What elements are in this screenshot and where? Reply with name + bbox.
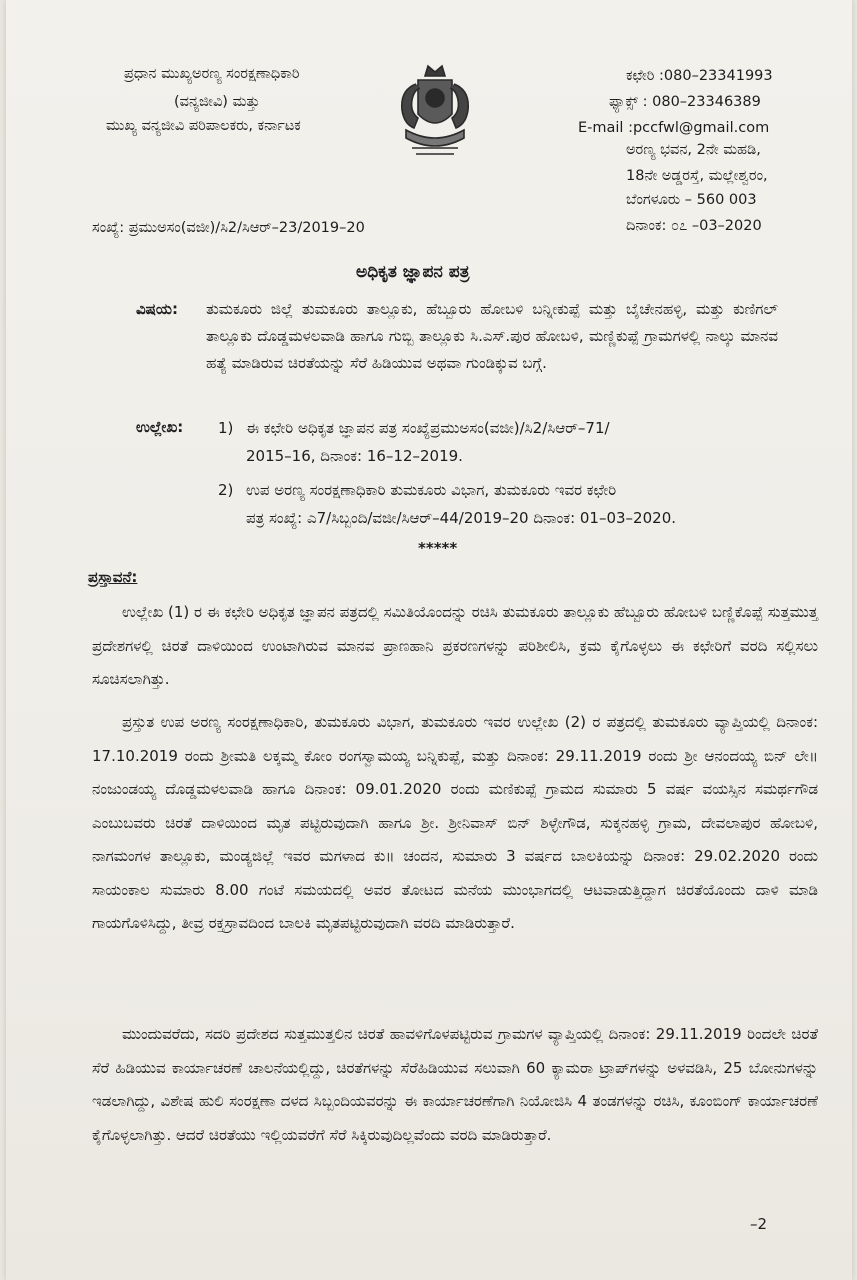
reference-number: ಸಂಖ್ಯೆ: ಪ್ರಮುಅಸಂ(ವಜೀ)/ಸಿ2/ಸಿಆರ್–23/2019–20 [92, 220, 365, 236]
header-left-line2: (ವನ್ಯಜೀವಿ) ಮತ್ತು [174, 94, 260, 110]
reference-2-line1: ಉಪ ಅರಣ್ಯ ಸಂರಕ್ಷಣಾಧಿಕಾರಿ ತುಮಕೂರು ವಿಭಾಗ, ತುಮಕೂರು ಇವರ ಕಛೇರಿ [246, 481, 617, 499]
header-left-line1: ಪ್ರಧಾನ ಮುಖ್ಯಅರಣ್ಯ ಸಂರಕ್ಷಣಾಧಿಕಾರಿ [124, 66, 300, 82]
reference-1-line2: 2015–16, ದಿನಾಂಕ: 16–12–2019. [246, 447, 463, 465]
fax-number: ಫ್ಯಾಕ್ಸ್ : 080–23346389 [609, 94, 761, 110]
references-label: ಉಲ್ಲೇಖ: [136, 418, 184, 436]
document-date: ದಿನಾಂಕ: ೦೭ –03–2020 [626, 218, 762, 234]
address-line1: ಅರಣ್ಯ ಭವನ, 2ನೇ ಮಹಡಿ, [626, 142, 761, 158]
reference-2-line2: ಪತ್ರ ಸಂಖ್ಯೆ: ಎ7/ಸಿಬ್ಬಂದಿ/ವಜೀ/ಸಿಆರ್–44/2019–20 ದಿನಾಂಕ: 01–03–2020. [246, 509, 677, 527]
subject-label: ವಿಷಯ: [136, 300, 178, 318]
paragraph-2 [92, 706, 818, 941]
paragraph-1 [92, 596, 818, 697]
address-line3: ಬೆಂಗಳೂರು – 560 003 [626, 192, 757, 208]
reference-1-line1: ಈ ಕಛೇರಿ ಅಧಿಕೃತ ಜ್ಞಾಪನ ಪತ್ರ ಸಂಖ್ಯೆಪ್ರಮುಅಸಂ(ವಜೀ)/ಸಿ2/ಸಿಆರ್–71/ [246, 419, 610, 437]
separator-stars: ***** [418, 539, 458, 557]
email-address: E-mail :pccfwl@gmail.com [578, 120, 770, 136]
paragraph-2-text: ಪ್ರಸ್ತುತ ಉಪ ಅರಣ್ಯ ಸಂರಕ್ಷಣಾಧಿಕಾರಿ, ತುಮಕೂರು ವಿಭಾಗ, ತುಮಕೂರು ಇವರ ಉಲ್ಲೇಖ (2) ರ ಪತ್ರದಲ್ಲಿ ತುಮಕೂರು ವ್ಯಾಪ್ತಿಯಲ್ಲಿ ದಿನಾಂಕ: 17.10.2019 ರಂದು ಶ್ರೀಮತಿ ಲಕ್ಕಮ್ಮ ಕೋಂ ರಂಗಸ್ವಾಮಯ್ಯ ಬನ್ನಿಕುಪ್ಪೆ, ಮತ್ತು ದಿನಾಂಕ: 29.11.2019 ರಂದು ಶ್ರೀ ಆನಂದಯ್ಯ ಬಿನ್ ಲೇ॥ ನಂಜುಂಡಯ್ಯ ದೊಡ್ಡಮಳಲವಾಡಿ ಹಾಗೂ ದಿನಾಂಕ: 09.01.2020 ರಂದು ಮಣಿಕುಪ್ಪೆ ಗ್ರಾಮದ ಸುಮಾರು 5 ವರ್ಷ ವಯಸ್ಸಿನ ಸಮರ್ಥಗೌಡ ಎಂಬುಬವರು ಚಿರತೆ ದಾಳಿಯಿಂದ ಮೃತ ಪಟ್ಟಿರುವುದಾಗಿ ಹಾಗೂ ಶ್ರೀ. ಶ್ರೀನಿವಾಸ್ ಬಿನ್ ಶಿಳ್ಳೇಗೌಡ, ಸುಕ್ಕನಹಳ್ಳಿ ಗ್ರಾಮ, ದೇವಲಾಪುರ ಹೋಬಳಿ, ನಾಗಮಂಗಳ ತಾಲ್ಲೂಕು, ಮಂಡ್ಯಜಿಲ್ಲೆ ಇವರ ಮಗಳಾದ ಕು॥ ಚಂದನ, ಸುಮಾರು 3 ವರ್ಷದ ಬಾಲಕಿಯನ್ನು ದಿನಾಂಕ: 29.02.2020 ರಂದು ಸಾಯಂಕಾಲ ಸುಮಾರು 8.00 ಗಂಟೆ ಸಮಯದಲ್ಲಿ ಅವರ ತೋಟದ ಮನೆಯ ಮುಂಭಾಗದಲ್ಲಿ ಆಟವಾಡುತ್ತಿದ್ದಾಗ ಚಿರತೆಯೊಂದು ದಾಳಿ ಮಾಡಿ ಗಾಯಗೊಳಿಸಿದ್ದು, ತೀವ್ರ ರಕ್ತಸ್ರಾವದಿಂದ ಬಾಲಕಿ ಮೃತಪಟ್ಟಿರುವುದಾಗಿ ವರದಿ ಮಾಡಿರುತ್ತಾರೆ. [92, 713, 818, 932]
document-page [6, 0, 852, 1280]
reference-1-number: 1) [218, 419, 234, 437]
office-phone: ಕಛೇರಿ :080–23341993 [626, 68, 773, 84]
preamble-heading: ಪ್ರಸ್ತಾವನೆ: [88, 568, 138, 586]
page-number: –2 [750, 1215, 768, 1233]
karnataka-emblem-icon [392, 62, 478, 166]
paragraph-3 [92, 1018, 818, 1152]
reference-2-number: 2) [218, 481, 234, 499]
subject-text: ತುಮಕೂರು ಜಿಲ್ಲೆ ತುಮಕೂರು ತಾಲ್ಲೂಕು, ಹೆಬ್ಬೂರು ಹೋಬಳಿ ಬನ್ನೀಕುಪ್ಪೆ ಮತ್ತು ಬೈಚೇನಹಳ್ಳಿ, ಮತ್ತು ಕುಣಿಗಲ್ ತಾಲ್ಲೂಕು ದೊಡ್ಡಮಳಲವಾಡಿ ಹಾಗೂ ಗುಬ್ಬಿ ತಾಲ್ಲೂಕು ಸಿ.ಎಸ್.ಪುರ ಹೋಬಳಿ, ಮಣ್ಣಿಕುಪ್ಪೆ ಗ್ರಾಮಗಳಲ್ಲಿ ನಾಲ್ಕು ಮಾನವ ಹತ್ಯೆ ಮಾಡಿರುವ ಚಿರತೆಯನ್ನು ಸೆರೆ ಹಿಡಿಯುವ ಅಥವಾ ಗುಂಡಿಕ್ಕುವ ಬಗ್ಗೆ. [206, 300, 778, 372]
address-line2: 18ನೇ ಅಡ್ಡರಸ್ತೆ, ಮಲ್ಲೇಶ್ವರಂ, [626, 168, 768, 184]
header-left-line3: ಮುಖ್ಯ ವನ್ಯಜೀವಿ ಪರಿಪಾಲಕರು, ಕರ್ನಾಟಕ [106, 118, 301, 134]
paragraph-1-text: ಉಲ್ಲೇಖ (1) ರ ಈ ಕಛೇರಿ ಅಧಿಕೃತ ಜ್ಞಾಪನ ಪತ್ರದಲ್ಲಿ ಸಮಿತಿಯೊಂದನ್ನು ರಚಿಸಿ ತುಮಕೂರು ತಾಲ್ಲೂಕು ಹೆಬ್ಬೂರು ಹೋಬಳಿ ಬಣ್ಣಿಕೊಪ್ಪೆ ಸುತ್ತಮುತ್ತ ಪ್ರದೇಶಗಳಲ್ಲಿ ಚಿರತೆ ದಾಳಿಯಿಂದ ಉಂಟಾಗಿರುವ ಮಾನವ ಪ್ರಾಣಹಾನಿ ಪ್ರಕರಣಗಳನ್ನು ಪರಿಶೀಲಿಸಿ, ಕ್ರಮ ಕೈಗೊಳ್ಳಲು ಈ ಕಛೇರಿಗೆ ವರದಿ ಸಲ್ಲಿಸಲು ಸೂಚಿಸಲಾಗಿತ್ತು. [92, 603, 818, 688]
paragraph-3-text: ಮುಂದುವರೆದು, ಸದರಿ ಪ್ರದೇಶದ ಸುತ್ತಮುತ್ತಲಿನ ಚಿರತೆ ಹಾವಳಿಗೊಳಪಟ್ಟಿರುವ ಗ್ರಾಮಗಳ ವ್ಯಾಪ್ತಿಯಲ್ಲಿ ದಿನಾಂಕ: 29.11.2019 ರಿಂದಲೇ ಚಿರತೆ ಸೆರೆ ಹಿಡಿಯುವ ಕಾರ್ಯಾಚರಣೆ ಚಾಲನೆಯಲ್ಲಿದ್ದು, ಚಿರತೆಗಳನ್ನು ಸೆರೆಹಿಡಿಯುವ ಸಲುವಾಗಿ 60 ಕ್ಯಾಮರಾ ಟ್ರಾಪ್‌ಗಳನ್ನು ಅಳವಡಿಸಿ, 25 ಬೋನುಗಳನ್ನು ಇಡಲಾಗಿದ್ದು, ವಿಶೇಷ ಹುಲಿ ಸಂರಕ್ಷಣಾ ದಳದ ಸಿಬ್ಬಂದಿಯವರನ್ನು ಈ ಕಾರ್ಯಾಚರಣೆಗಾಗಿ ನಿಯೋಜಿಸಿ 4 ತಂಡಗಳನ್ನು ರಚಿಸಿ, ಕೂಂಬಿಂಗ್ ಕಾರ್ಯಾಚರಣೆ ಕೈಗೊಳ್ಳಲಾಗಿತ್ತು. ಆದರೆ ಚಿರತೆಯು ಇಲ್ಲಿಯವರೆಗೆ ಸೆರೆ ಸಿಕ್ಕಿರುವುದಿಲ್ಲವೆಂದು ವರದಿ ಮಾಡಿರುತ್ತಾರೆ. [92, 1025, 818, 1144]
document-title: ಅಧಿಕೃತ ಜ್ಞಾಪನ ಪತ್ರ [356, 262, 470, 282]
